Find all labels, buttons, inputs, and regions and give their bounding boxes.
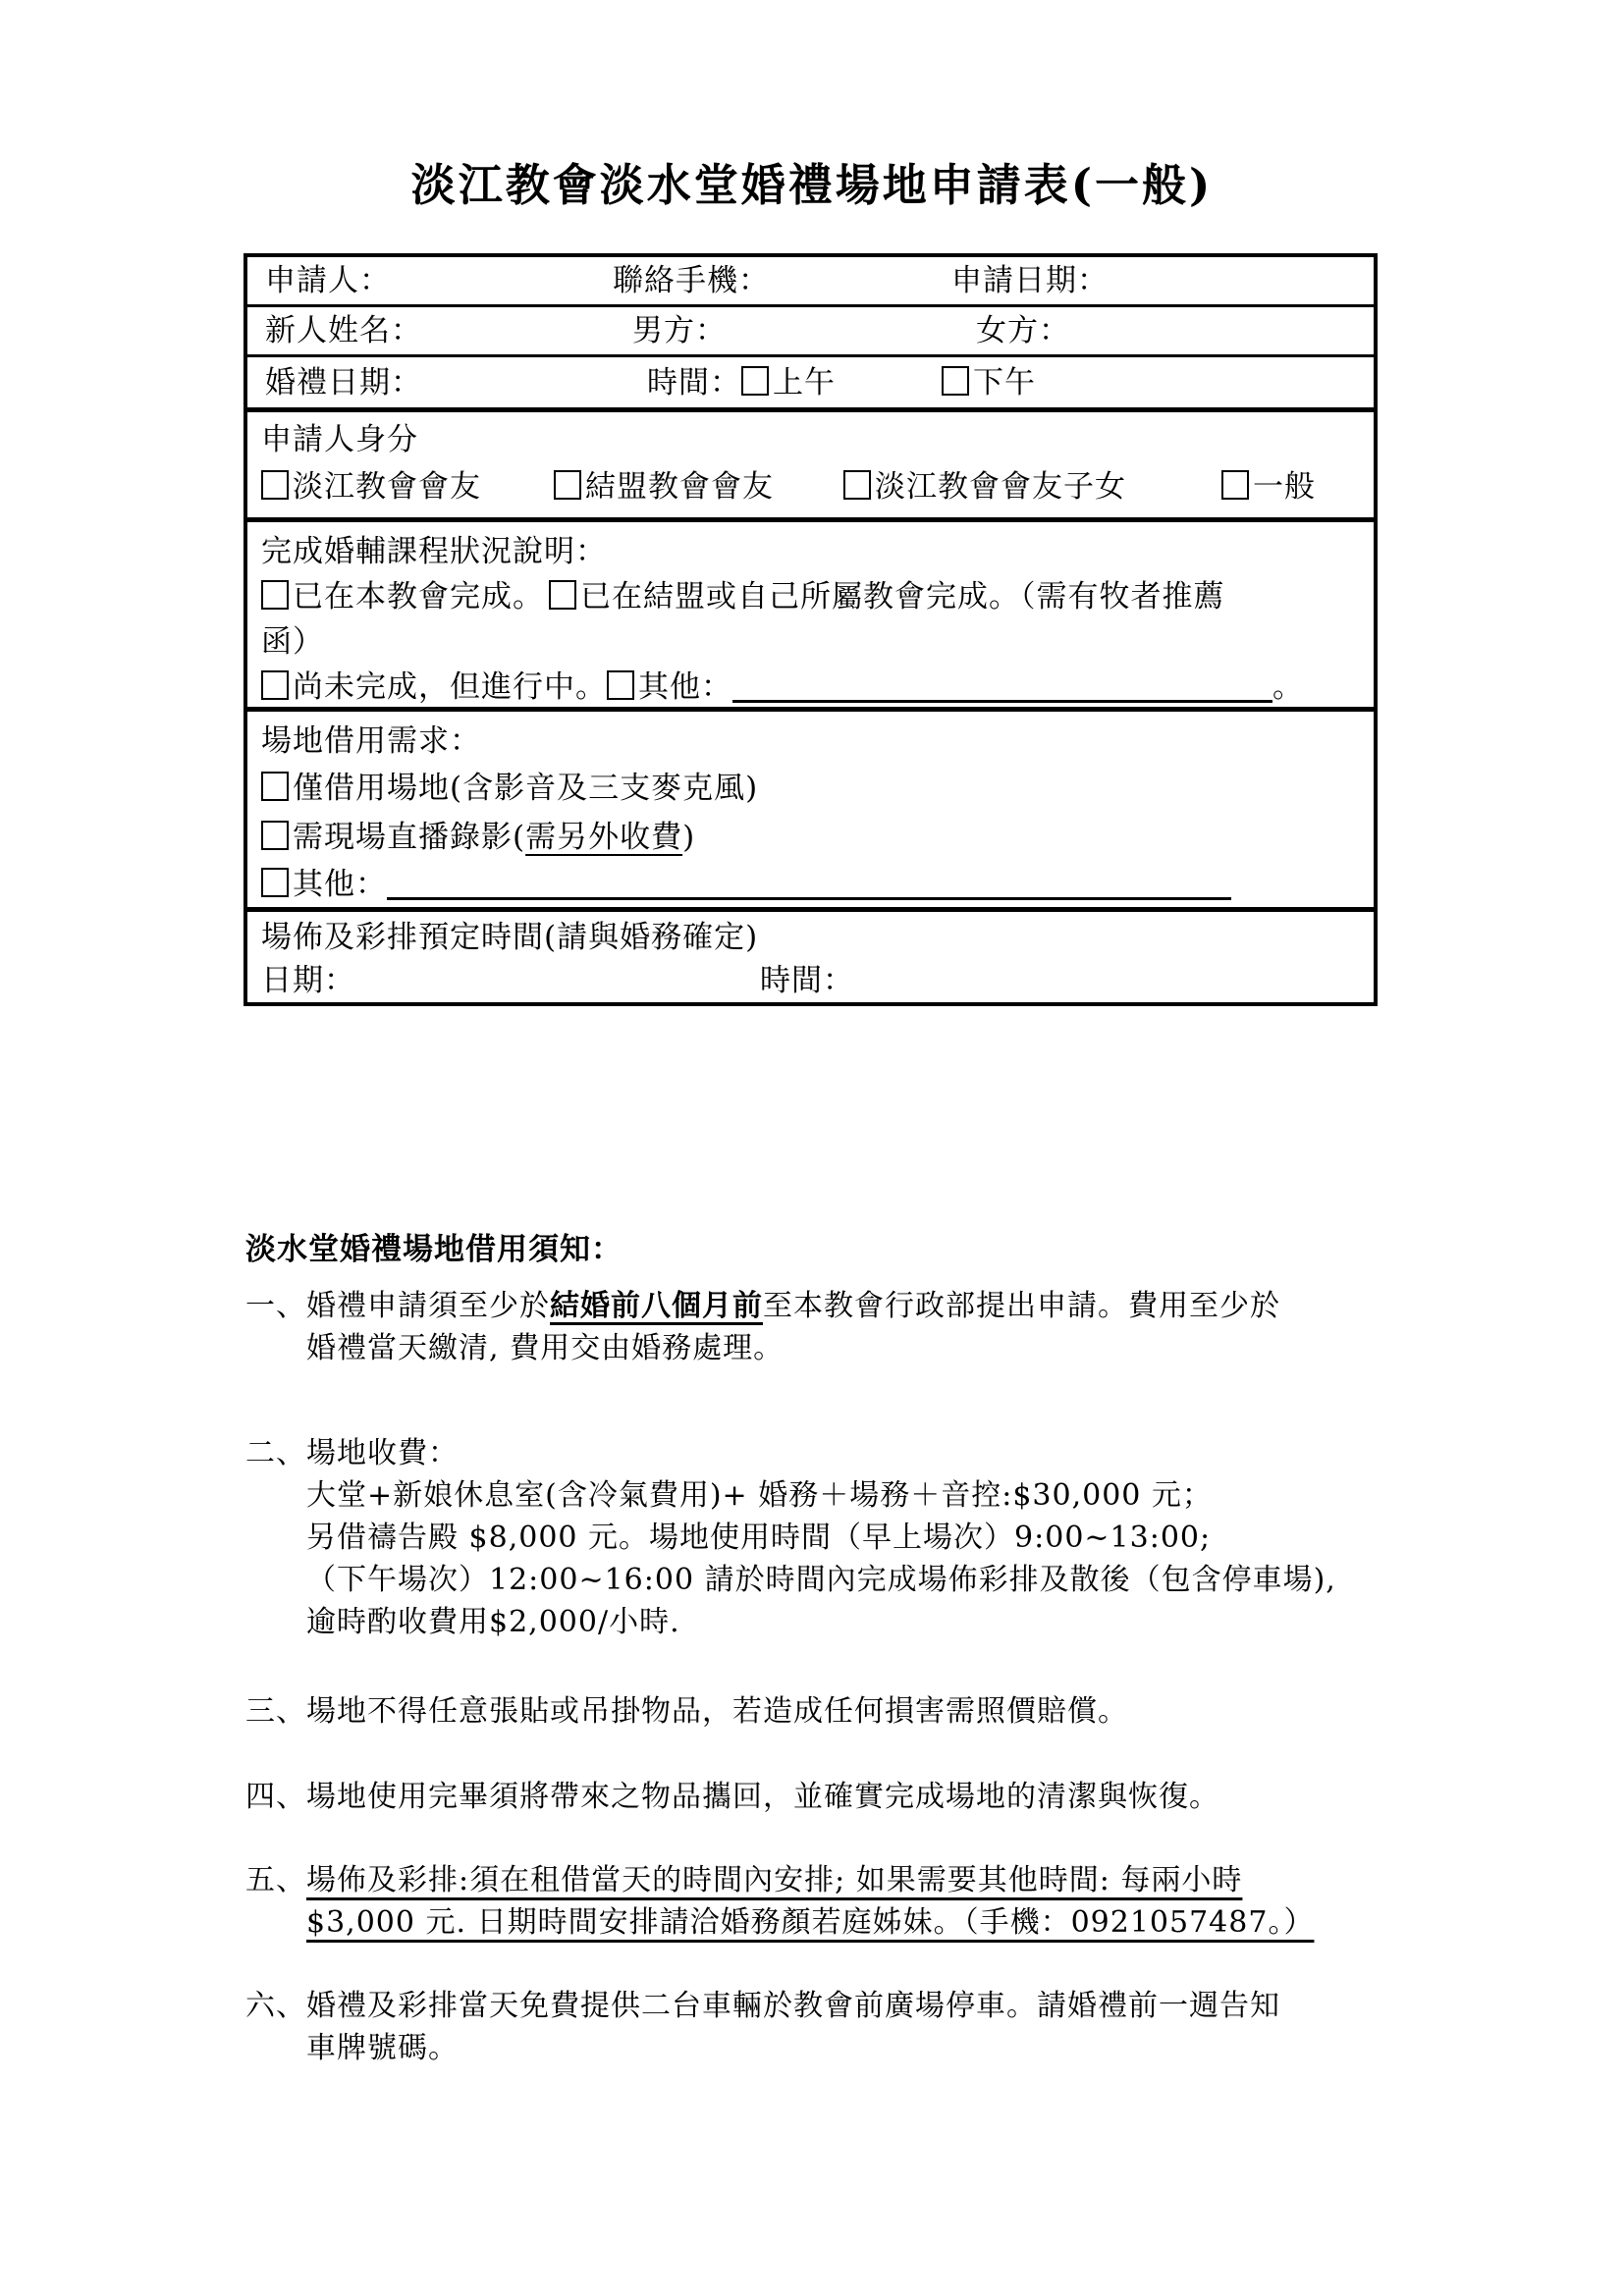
course-label: 完成婚輔課程狀況說明： xyxy=(261,534,607,569)
time-afternoon-option xyxy=(942,365,1036,400)
row-venue-needs xyxy=(247,707,1374,907)
note-1-post: 至本教會行政部提出申請。費用至少於 xyxy=(763,1289,1280,1323)
application-form-table xyxy=(244,253,1378,1006)
note-6-text-1: 婚禮及彩排當天免費提供二台車輛於教會前廣場停車。請婚禮前一週告知 xyxy=(306,1989,1280,2023)
identity-option-allied xyxy=(554,469,774,505)
live-recording-checkbox[interactable] xyxy=(261,821,289,850)
usage-notes-section xyxy=(245,1229,1384,2069)
note-2-number: 二、 xyxy=(245,1436,306,1470)
row-applicant xyxy=(247,257,1374,304)
morning-label: 上午 xyxy=(773,365,836,400)
note-2-line-3: （下午場次）12:00~16:00 請於時間內完成場佈彩排及散後（包含停車場), xyxy=(306,1563,1336,1597)
venue-option-venue-only xyxy=(261,771,758,806)
note-2-line-2: 另借禱告殿 $8,000 元。場地使用時間（早上場次）9:00~13:00; xyxy=(306,1521,1212,1555)
note-item-6 xyxy=(245,1985,1384,2069)
note-5-text-2: $3,000 元. 日期時間安排請洽婚務顏若庭姊妹。（手機：0921057487。） xyxy=(306,1905,1315,1940)
apply-date-label: 申請日期： xyxy=(951,263,1109,298)
course-other-checkbox[interactable] xyxy=(607,670,634,700)
course-done-here-label: 已在本教會完成。 xyxy=(293,579,544,614)
note-2-heading: 場地收費： xyxy=(306,1436,459,1470)
note-1-number: 一、 xyxy=(245,1289,306,1323)
course-option-done-allied xyxy=(549,579,1225,614)
note-6-line-1 xyxy=(245,1985,1384,2027)
course-done-here-checkbox[interactable] xyxy=(261,580,289,610)
venue-other-blank-field[interactable] xyxy=(387,868,1231,900)
note-1-pre: 婚禮申請須至少於 xyxy=(306,1289,550,1323)
note-1-line-1 xyxy=(245,1285,1384,1327)
note-item-4 xyxy=(245,1776,1384,1818)
course-in-progress-checkbox[interactable] xyxy=(261,670,289,700)
note-2-head xyxy=(245,1432,1384,1474)
wedding-date-label: 婚禮日期： xyxy=(265,365,422,400)
course-other-label: 其他： xyxy=(638,669,732,705)
identity-general-label: 一般 xyxy=(1253,469,1316,505)
couple-name-label: 新人姓名： xyxy=(265,313,422,348)
rehearsal-label: 場佈及彩排預定時間(請與婚務確定) xyxy=(261,920,759,955)
identity-general-checkbox[interactable] xyxy=(1221,470,1249,500)
note-4-text: 場地使用完畢須將帶來之物品攜回，並確實完成場地的清潔與恢復。 xyxy=(306,1780,1219,1814)
row-wedding-date xyxy=(247,354,1374,407)
applicant-label: 申請人： xyxy=(265,263,391,298)
afternoon-checkbox[interactable] xyxy=(942,366,969,396)
mobile-label: 聯絡手機： xyxy=(613,263,770,298)
note-5-text-1: 場佈及彩排:須在租借當天的時間內安排; 如果需要其他時間: 每兩小時 xyxy=(306,1863,1243,1897)
row-course-status xyxy=(247,517,1374,707)
note-5-number: 五、 xyxy=(245,1863,306,1897)
identity-child-checkbox[interactable] xyxy=(843,470,871,500)
row-couple-names xyxy=(247,304,1374,354)
groom-label: 男方： xyxy=(632,313,727,348)
identity-label: 申請人身分 xyxy=(261,422,418,457)
course-done-allied-label: 已在結盟或自己所屬教會完成。（需有牧者推薦 xyxy=(580,579,1225,614)
course-in-progress-label: 尚未完成，但進行中。 xyxy=(293,669,607,705)
note-3-line xyxy=(245,1690,1384,1733)
venue-option-live-recording xyxy=(261,820,695,855)
venue-only-label: 僅借用場地(含影音及三支麥克風) xyxy=(293,771,759,806)
venue-other-checkbox[interactable] xyxy=(261,868,289,897)
rehearsal-date-label: 日期： xyxy=(261,963,355,998)
row-identity xyxy=(247,407,1374,517)
note-item-5 xyxy=(245,1859,1384,1944)
bride-label: 女方： xyxy=(976,313,1070,348)
note-5-line-2 xyxy=(306,1901,1384,1944)
note-3-number: 三、 xyxy=(245,1694,306,1729)
morning-checkbox[interactable] xyxy=(741,366,769,396)
note-1-deadline-emphasis: 結婚前八個月前 xyxy=(550,1289,763,1323)
course-option-done-here xyxy=(261,579,544,614)
live-recording-label-pre: 需現場直播錄影( xyxy=(293,820,526,855)
live-recording-fee-note: 需另外收費 xyxy=(525,820,683,855)
venue-option-other xyxy=(261,867,1231,902)
time-label: 時間： xyxy=(647,365,741,400)
identity-option-member xyxy=(261,469,481,505)
note-item-2 xyxy=(245,1432,1384,1643)
course-done-allied-wrap: 函） xyxy=(261,624,324,660)
live-recording-label-post: ) xyxy=(682,820,696,855)
venue-needs-label: 場地借用需求： xyxy=(261,723,481,759)
course-other-suffix: 。 xyxy=(1272,669,1304,705)
rehearsal-time-label: 時間： xyxy=(760,963,854,998)
note-3-text: 場地不得任意張貼或吊掛物品，若造成任何損害需照價賠償。 xyxy=(306,1694,1128,1729)
identity-member-label: 淡江教會會友 xyxy=(293,469,481,505)
identity-allied-label: 結盟教會會友 xyxy=(585,469,774,505)
identity-member-checkbox[interactable] xyxy=(261,470,289,500)
note-4-line xyxy=(245,1776,1384,1818)
note-item-3 xyxy=(245,1690,1384,1733)
note-1-line-2: 婚禮當天繳清, 費用交由婚務處理。 xyxy=(306,1331,785,1365)
note-6-number: 六、 xyxy=(245,1989,306,2023)
note-2-line-4: 逾時酌收費用$2,000/小時. xyxy=(306,1605,680,1639)
venue-only-checkbox[interactable] xyxy=(261,772,289,801)
course-line-progress-other xyxy=(261,669,1304,705)
afternoon-label: 下午 xyxy=(973,365,1036,400)
course-other-blank-field[interactable] xyxy=(732,670,1272,703)
note-5-line-1 xyxy=(245,1859,1384,1901)
identity-option-child xyxy=(843,469,1126,505)
page-title: 淡江教會淡水堂婚禮場地申請表(一般) xyxy=(410,159,1214,211)
identity-child-label: 淡江教會會友子女 xyxy=(875,469,1126,505)
row-rehearsal xyxy=(247,907,1374,1002)
identity-allied-checkbox[interactable] xyxy=(554,470,581,500)
note-6-line-2: 車牌號碼。 xyxy=(306,2031,459,2065)
course-done-allied-checkbox[interactable] xyxy=(549,580,576,610)
time-morning-option xyxy=(647,365,836,400)
identity-option-general xyxy=(1221,469,1316,505)
note-2-line-1: 大堂+新娘休息室(含冷氣費用)+ 婚務＋場務＋音控:$30,000 元； xyxy=(306,1478,1213,1513)
venue-other-label: 其他： xyxy=(293,867,387,902)
note-4-number: 四、 xyxy=(245,1780,306,1814)
note-item-1 xyxy=(245,1285,1384,1369)
notes-heading: 淡水堂婚禮場地借用須知： xyxy=(245,1232,623,1267)
